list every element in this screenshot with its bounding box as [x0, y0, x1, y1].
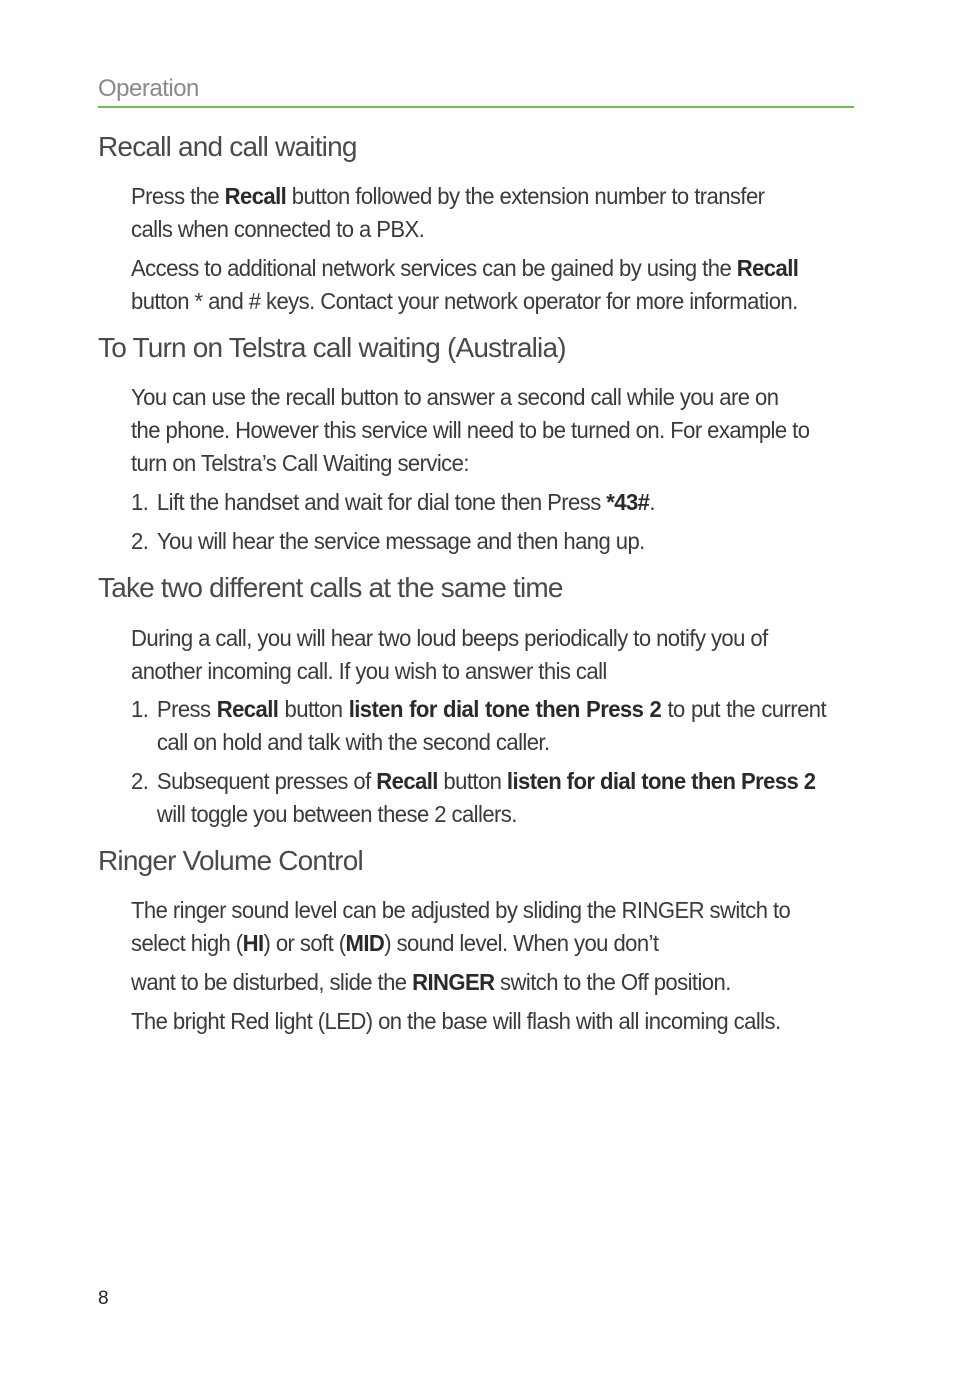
paragraph-telstra-intro [131, 381, 826, 480]
paragraph-recall-network [131, 252, 826, 318]
bold-instruction: listen for dial tone then Press 2 [348, 696, 662, 722]
list-text [157, 765, 826, 831]
list-number: 1. [131, 489, 149, 515]
list-item-two-calls-2 [131, 765, 826, 831]
bold-code: *43# [606, 489, 650, 515]
heading-ringer: Ringer Volume Control [98, 845, 363, 876]
heading-two-calls: Take two different calls at the same time [98, 572, 563, 603]
text: You can use the recall button to answer a second call while you are on [131, 384, 779, 410]
bold-mid: MID [345, 930, 385, 956]
text: turn on Telstra’s Call Waiting service: [131, 450, 469, 476]
text: to put the current call on hold and talk with the second caller. [156, 696, 827, 755]
text: button * and # keys. Contact your network operator for more information. [131, 288, 798, 314]
list-text: You will hear the service message and then hang up. [156, 528, 645, 554]
paragraph-two-calls-intro [131, 622, 826, 688]
text: Press [156, 696, 217, 722]
bold-recall: Recall [736, 255, 799, 281]
text: During a call, you will hear two loud beeps periodically to notify you of [131, 625, 768, 651]
text: select high ( [131, 930, 243, 956]
text: Lift the handset and wait for dial tone then Press [156, 489, 607, 515]
list-item-telstra-2 [131, 525, 826, 558]
text: Subsequent presses of [156, 768, 377, 794]
list-text [157, 693, 826, 759]
running-header: Operation [98, 74, 854, 108]
text: switch to the Off position. [494, 969, 731, 995]
text: button [437, 768, 507, 794]
text: will toggle you between these 2 callers. [156, 801, 517, 827]
text: button [278, 696, 349, 722]
bold-recall: Recall [376, 768, 438, 794]
text: calls when connected to a PBX. [131, 216, 425, 242]
text: ) or soft ( [263, 930, 346, 956]
list-text [157, 486, 826, 519]
bold-recall: Recall [216, 696, 279, 722]
paragraph-ringer-off [131, 966, 826, 999]
heading-recall: Recall and call waiting [98, 131, 357, 162]
list-item-telstra-1 [131, 486, 826, 519]
list-item-two-calls-1 [131, 693, 826, 759]
text: . [649, 489, 655, 515]
text: button followed by the extension number to transfer [286, 183, 765, 209]
list-number: 2. [131, 768, 149, 794]
text: Press the [131, 183, 225, 209]
list-number: 1. [131, 696, 149, 722]
bold-ringer: RINGER [412, 969, 495, 995]
bold-hi: HI [242, 930, 264, 956]
heading-telstra: To Turn on Telstra call waiting (Australia) [98, 332, 566, 363]
bold-recall: Recall [224, 183, 287, 209]
text: The ringer sound level can be adjusted by sliding the RINGER switch to [131, 897, 791, 923]
text: another incoming call. If you wish to answer this call [131, 658, 607, 684]
paragraph-ringer-led: The bright Red light (LED) on the base will flash with all incoming calls. [131, 1008, 781, 1034]
text: want to be disturbed, slide the [131, 969, 413, 995]
text: ) sound level. When you don’t [384, 930, 659, 956]
paragraph-recall-pbx [131, 180, 826, 246]
bold-instruction: listen for dial tone then Press 2 [506, 768, 816, 794]
page-number: 8 [98, 1288, 109, 1309]
paragraph-ringer-level [131, 894, 826, 960]
text: the phone. However this service will need to be turned on. For example to [131, 417, 810, 443]
list-number: 2. [131, 528, 149, 554]
text: Access to additional network services can be gained by using the [131, 255, 737, 281]
